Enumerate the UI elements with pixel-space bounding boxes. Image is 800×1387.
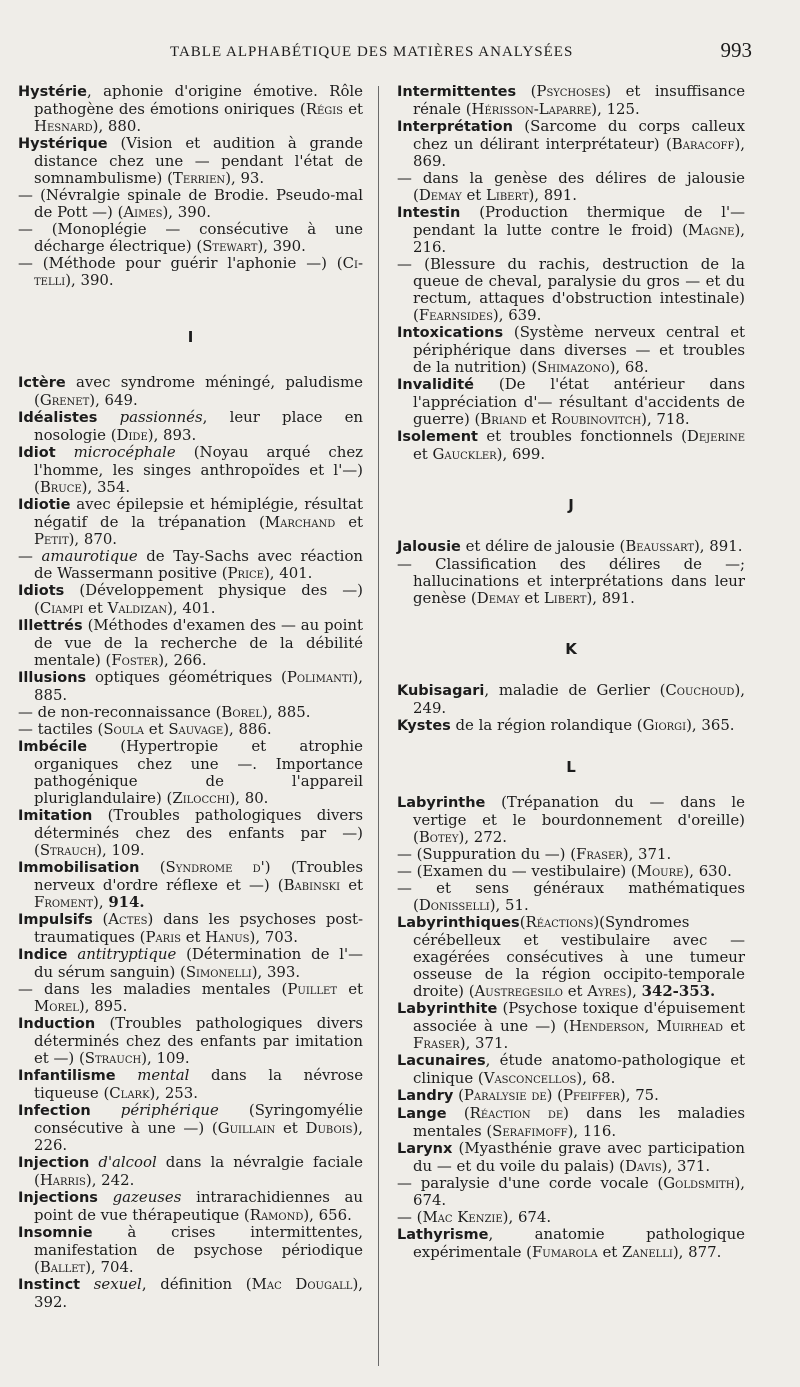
index-entry: Idiotie avec épilepsie et hémiplégie, résultat négatif de la trépanation (Marchand et Petit), 870.: [18, 495, 364, 548]
index-entry: Lange (Réaction de) dans les maladies mentales (Serafimoff), 116.: [397, 1104, 745, 1140]
index-entry: Lathyrisme, anatomie pathologique expérimentale (Fumarola et Zanelli), 877.: [397, 1225, 745, 1261]
index-entry: — (Blessure du rachis, destruction de la queue de cheval, paralysie du gros — et du rectum, attaques d'obstruction intestinale) (Fearnsides), 639.: [397, 255, 745, 324]
index-entry: — dans la genèse des délires de jalousie (Demay et Libert), 891.: [397, 169, 745, 204]
index-entry: — et sens généraux mathématiques (Donisselli), 51.: [397, 879, 745, 914]
index-entry: Infection périphérique (Syringomyélie consécutive à une —) (Guillain et Dubois), 226.: [18, 1101, 363, 1154]
index-entry: Imitation (Troubles pathologiques divers déterminés chez des enfants par —) (Strauch), 109.: [18, 806, 363, 859]
index-entry: — (Méthode pour guérir l'aphonie —) (Ci-telli), 390.: [18, 254, 363, 289]
index-entry: Injections gazeuses intrarachidiennes au point de vue thérapeutique (Ramond), 656.: [18, 1188, 363, 1224]
page-number: 993: [720, 38, 752, 62]
page-header: [0, 38, 800, 74]
index-entry: Indice antitryptique (Détermination de l'— du sérum sanguin) (Simonelli), 393.: [18, 945, 364, 981]
index-entry: — dans les maladies mentales (Puillet et Morel), 895.: [18, 980, 363, 1015]
running-title: TABLE ALPHABÉTIQUE DES MATIÈRES ANALYSÉES: [170, 44, 574, 60]
index-entry: Instinct sexuel, définition (Mac Dougall), 392.: [18, 1275, 363, 1311]
index-entry: Immobilisation (Syndrome d') (Troubles nerveux d'ordre réflexe et —) (Babinski et Froment), 914.: [18, 858, 364, 911]
column-divider: [378, 86, 379, 1366]
index-entry: Injection d'alcool dans la névralgie faciale (Harris), 242.: [18, 1153, 363, 1189]
index-entry: Lacunaires, étude anatomo-pathologique et clinique (Vasconcellos), 68.: [397, 1051, 745, 1087]
index-entry: Hystérique (Vision et audition à grande distance chez une — pendant l'état de somnambulisme) (Terrien), 93.: [18, 134, 363, 187]
index-entry: Interprétation (Sarcome du corps calleux chez un délirant interprétateur) (Baracoff), 869.: [397, 117, 745, 170]
index-entry: — (Examen du — vestibulaire) (Moure), 630.: [397, 862, 732, 880]
index-entry: Labyrinthite (Psychose toxique d'épuisement associée à une —) (Henderson, Muirhead et Fraser), 371.: [397, 999, 745, 1052]
index-entry: Invalidité (De l'état antérieur dans l'appréciation d'— résultant d'accidents de guerre) (Briand et Roubinovitch), 718.: [397, 375, 745, 428]
index-entry: — tactiles (Soula et Sauvage), 886.: [18, 720, 272, 738]
index-entry: Isolement et troubles fonctionnels (Dejerine et Gauckler), 699.: [397, 427, 745, 463]
index-entry: Labyrinthe (Trépanation du — dans le vertige et le bourdonnement d'oreille) (Botey), 272.: [397, 793, 745, 846]
index-entry: Intoxications (Système nerveux central et périphérique dans diverses — et troubles de la nutrition) (Shimazono), 68.: [397, 323, 745, 376]
index-entry: Idiots (Développement physique des —) (Ciampi et Valdizan), 401.: [18, 581, 363, 617]
section-letter-l: L: [566, 758, 576, 776]
index-entry: Impulsifs (Actes) dans les psychoses post-traumatiques (Paris et Hanus), 703.: [18, 910, 363, 946]
section-letter-k: K: [565, 640, 577, 658]
index-entry: Idiot microcéphale (Noyau arqué chez l'homme, les singes anthropoïdes et l'—) (Bruce), 354.: [18, 443, 363, 496]
index-entry: — (Mac Kenzie), 674.: [397, 1208, 552, 1226]
section-letter-j: J: [568, 496, 574, 514]
index-entry: — amaurotique de Tay-Sachs avec réaction de Wassermann positive (Price), 401.: [18, 547, 363, 582]
index-entry: Ictère avec syndrome méningé, paludisme (Grenet), 649.: [18, 373, 363, 409]
index-entry: Induction (Troubles pathologiques divers déterminés chez des enfants par imitation et —) (Strauch), 109.: [18, 1014, 363, 1067]
index-entry: Illusions optiques géométriques (Polimanti), 885.: [18, 668, 363, 704]
index-entry: Kubisagari, maladie de Gerlier (Couchoud), 249.: [397, 681, 745, 717]
index-entry: — paralysie d'une corde vocale (Goldsmith), 674.: [397, 1174, 745, 1209]
index-entry: Jalousie et délire de jalousie (Beaussart), 891.: [397, 537, 743, 555]
index-entry: — (Névralgie spinale de Brodie. Pseudo-mal de Pott —) (Aimes), 390.: [18, 186, 363, 221]
index-entry: Insomnie à crises intermittentes, manifestation de psychose périodique (Ballet), 704.: [18, 1223, 363, 1276]
section-letter-i: I: [187, 328, 194, 346]
index-entry: Illettrés (Méthodes d'examen des — au point de vue de la recherche de la débilité mentale) (Foster), 266.: [18, 616, 363, 669]
index-entry: Intestin (Production thermique de l'— pendant la lutte contre le froid) (Magne), 216.: [397, 203, 745, 256]
index-entry: — (Monoplégie — consécutive à une décharge électrique) (Stewart), 390.: [18, 220, 363, 255]
right-column: [397, 83, 745, 1261]
index-entry: — (Suppuration du —) (Fraser), 371.: [397, 845, 672, 863]
index-entry: Idéalistes passionnés, leur place en nosologie (Dide), 893.: [18, 408, 363, 444]
index-entry: Kystes de la région rolandique (Giorgi), 365.: [397, 716, 735, 734]
index-entry: Landry (Paralysie de) (Pfeiffer), 75.: [397, 1086, 659, 1104]
index-entry: Labyrinthiques(Réactions)(Syndromes cérébelleux et vestibulaire avec — exagérées consécutives à une tumeur osseuse de la région occipito-temporale droite) (Austregesilo et Ayres), 342-353.: [397, 913, 745, 1000]
index-entry: Infantilisme mental dans la névrose tiqueuse (Clark), 253.: [18, 1066, 364, 1102]
index-entry: — Classification des délires de —; hallucinations et interprétations dans leur genèse (Demay et Libert), 891.: [397, 555, 745, 607]
index-entry: Imbécile (Hypertropie et atrophie organiques chez une —. Importance pathogénique de l'appareil pluriglandulaire) (Zilocchi), 80.: [18, 737, 363, 807]
left-column: [18, 83, 363, 1311]
index-entry: Larynx (Myasthénie grave avec participation du — et du voile du palais) (Davis), 371.: [397, 1139, 745, 1175]
index-entry: Intermittentes (Psychoses) et insuffisance rénale (Hérisson-Laparre), 125.: [397, 82, 746, 118]
index-entry: Hystérie, aphonie d'origine émotive. Rôle pathogène des émotions oniriques (Régis et Hesnard), 880.: [18, 82, 363, 135]
index-entry: — de non-reconnaissance (Borel), 885.: [18, 703, 311, 721]
